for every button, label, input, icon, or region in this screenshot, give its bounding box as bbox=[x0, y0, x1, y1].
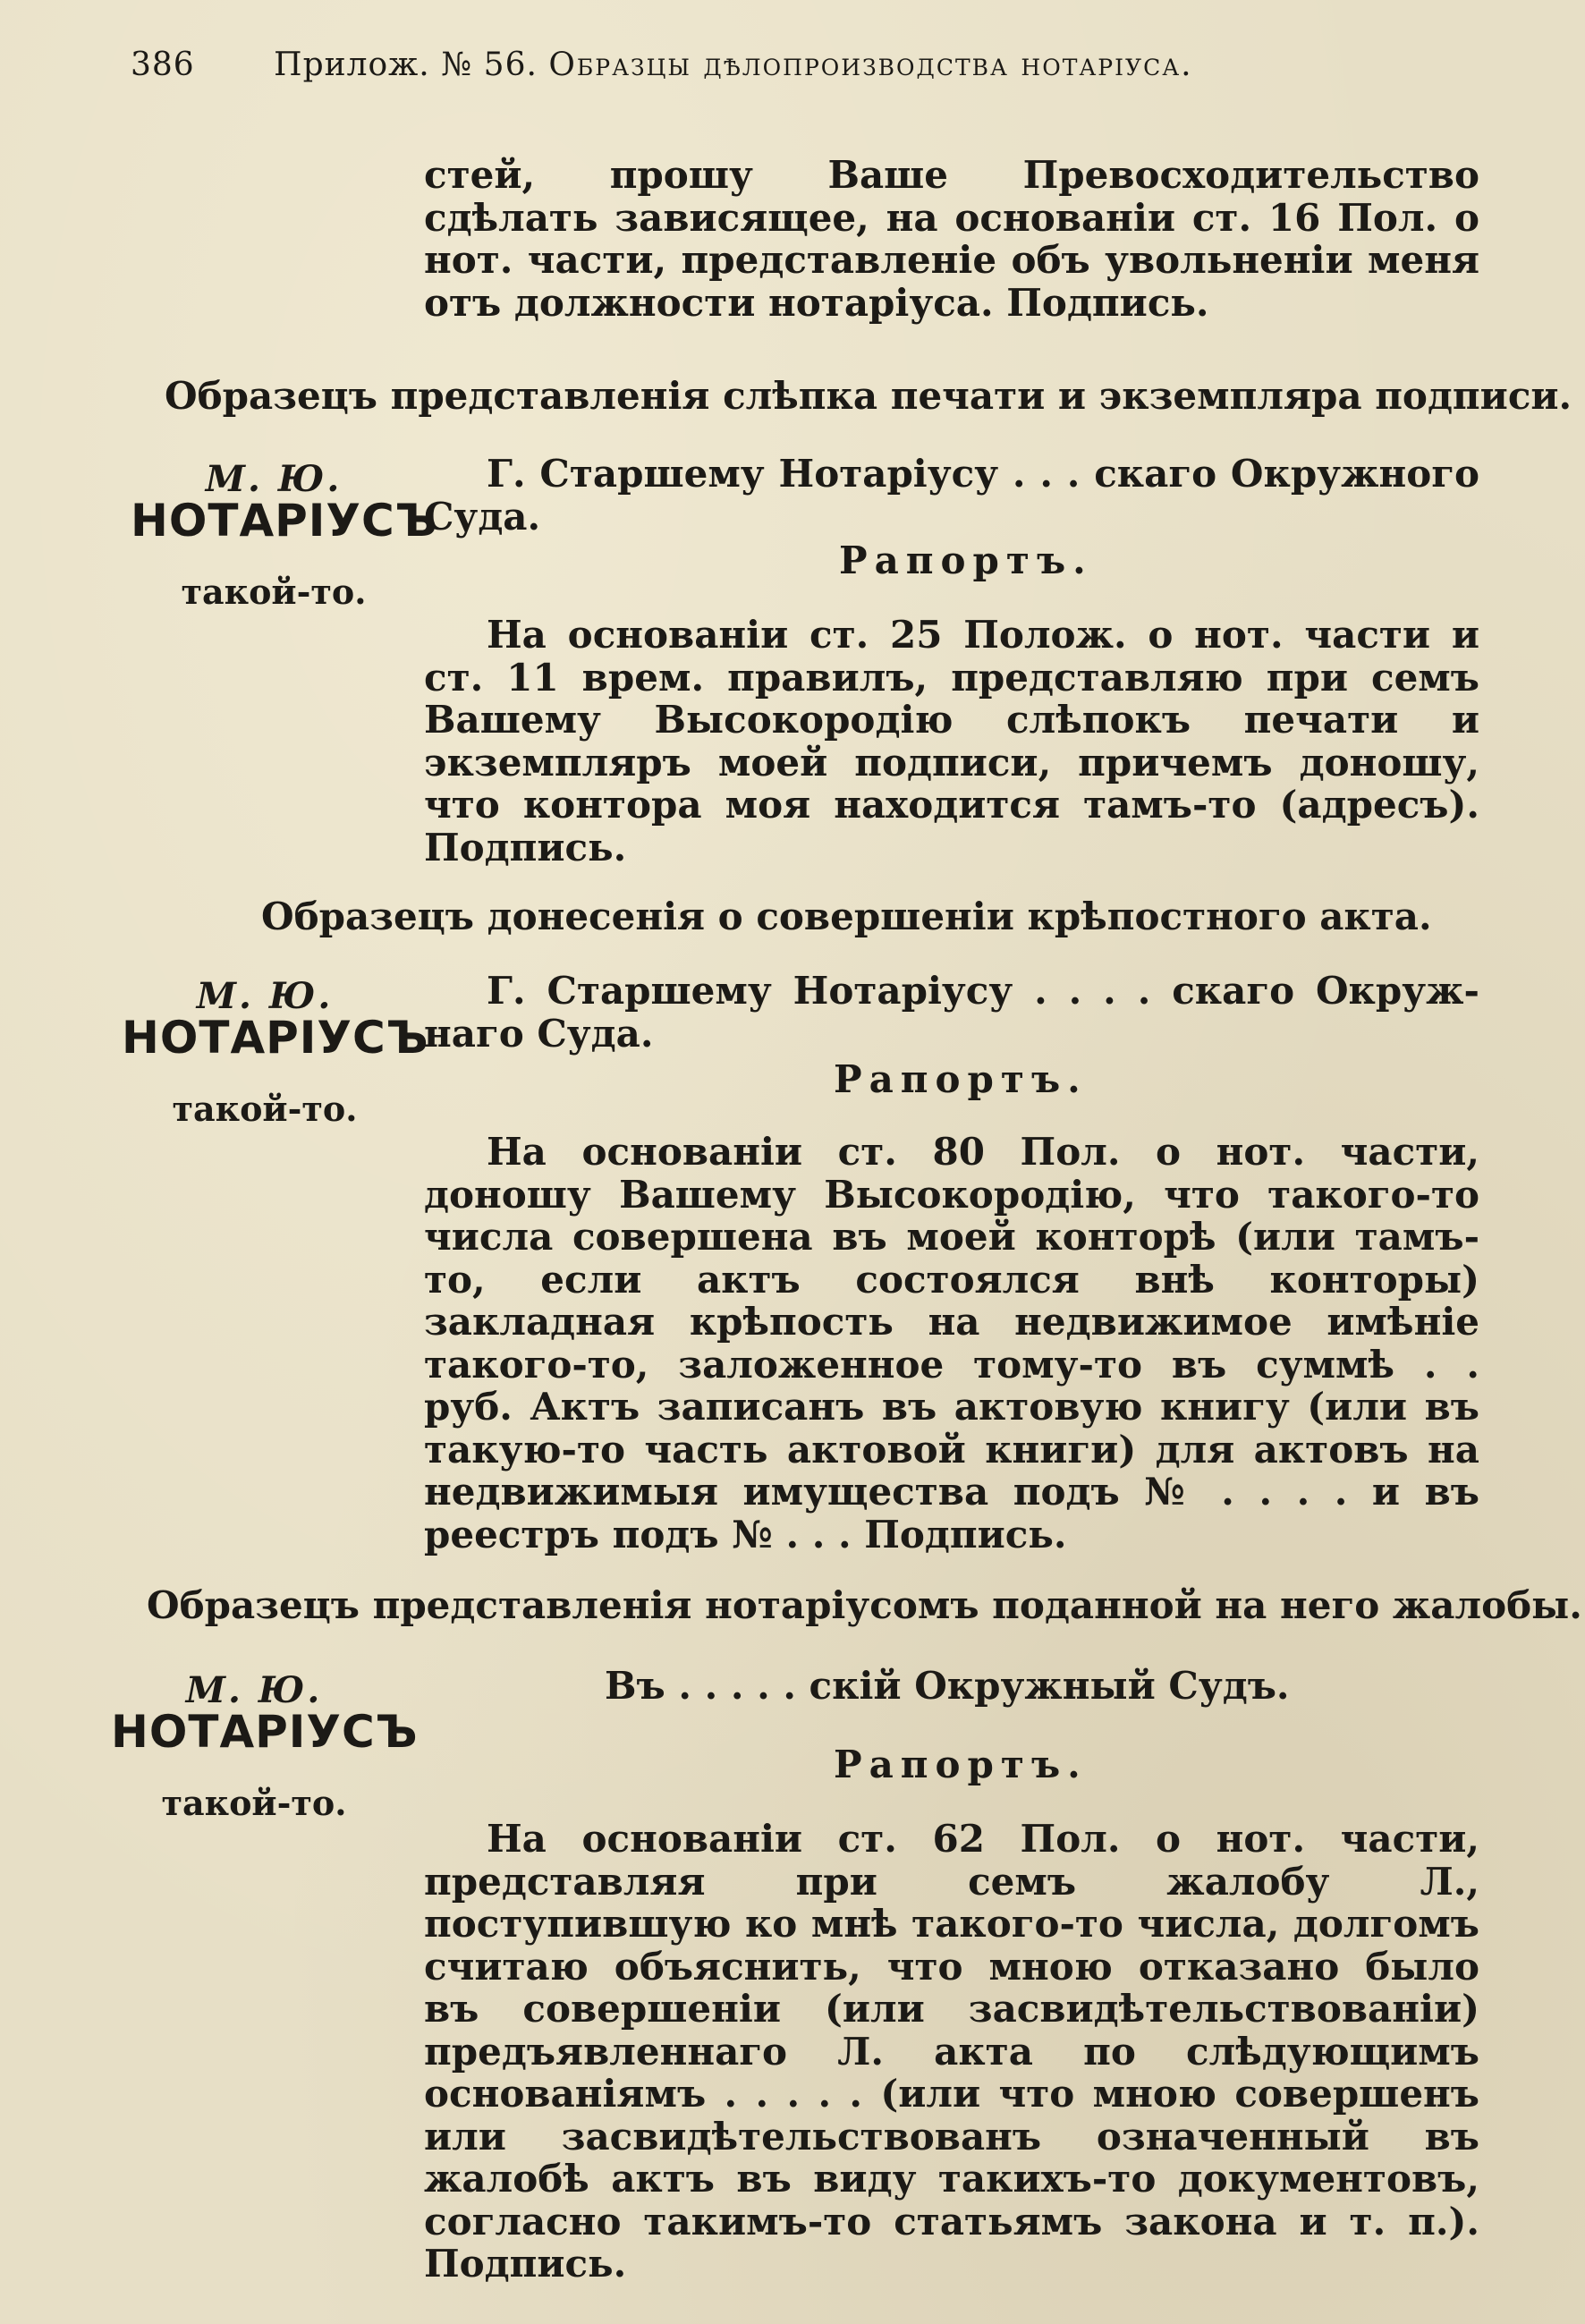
stamp-name: такой-то. bbox=[181, 572, 367, 612]
header-title: Образцы дѣлопроизводства нотаріуса. bbox=[548, 47, 1193, 83]
section-2-body bbox=[424, 1131, 1479, 1556]
salutation-line-2: Суда. bbox=[424, 494, 541, 539]
section-3-raport: Рапортъ. bbox=[834, 1743, 1088, 1786]
continuation-text: стей, прошу Ваше Превосходительство сдѣлать зависящее, на основаніи ст. 16 Пол. о нот. части, представленіе объ увольненіи меня отъ должности нотаріуса. Подпись. bbox=[424, 153, 1479, 325]
stamp-title: НОТАРІУСЪ bbox=[131, 495, 438, 547]
stamp-initials: М. Ю. bbox=[196, 975, 334, 1017]
section-2-heading: Образецъ донесенія о совершеніи крѣпостного акта. bbox=[261, 895, 1432, 938]
section-1-body-text: На основаніи ст. 25 Полож. о нот. части и ст. 11 врем. правилъ, представляю при семъ Вашему Высокородію слѣпокъ печати и экземпляръ моей подписи, причемъ доношу, что контора моя находится тамъ-то (адресъ). Подпись. bbox=[424, 613, 1479, 869]
stamp-initials: М. Ю. bbox=[205, 458, 343, 500]
salutation-line-1: Г. Старшему Нотаріусу . . . скаго Окружного bbox=[487, 452, 1479, 496]
running-header bbox=[131, 47, 1193, 83]
salutation-line-2: наго Суда. bbox=[424, 1011, 654, 1056]
stamp-name: такой-то. bbox=[172, 1089, 358, 1129]
section-1-salutation bbox=[424, 453, 1479, 538]
section-1-body bbox=[424, 614, 1479, 869]
section-1-stamp bbox=[131, 458, 438, 612]
section-2-raport: Рапортъ. bbox=[834, 1057, 1088, 1101]
section-2-stamp bbox=[122, 975, 429, 1129]
section-3-body-text: На основаніи ст. 62 Пол. о нот. части, представляя при семъ жалобу Л., поступившую ко мнѣ такого-то числа, долгомъ считаю объяснить, что мною отказано было въ совершеніи (или засвидѣтельствованіи) предъявленнаго Л. акта по слѣдующимъ основаніямъ . . . . . (или что мною совершенъ или засвидѣтельствованъ означенный въ жалобѣ актъ въ виду такихъ-то документовъ, согласно такимъ-то статьямъ закона и т. п.). Подпись. bbox=[424, 1817, 1479, 2286]
section-3-heading: Образецъ представленія нотаріусомъ поданной на него жалобы. bbox=[147, 1583, 1582, 1627]
section-3-body bbox=[424, 1818, 1479, 2286]
stamp-title: НОТАРІУСЪ bbox=[111, 1706, 419, 1758]
section-1-heading: Образецъ представленія слѣпка печати и экземпляра подписи. bbox=[165, 374, 1572, 418]
header-title-prefix: Прилож. № 56. bbox=[274, 47, 538, 83]
stamp-title: НОТАРІУСЪ bbox=[122, 1012, 429, 1064]
continuation-paragraph bbox=[424, 154, 1479, 324]
stamp-name: такой-то. bbox=[161, 1783, 347, 1823]
section-1-raport: Рапортъ. bbox=[839, 539, 1093, 582]
stamp-initials: М. Ю. bbox=[185, 1669, 323, 1711]
page-number: 386 bbox=[131, 47, 195, 83]
salutation-line-1: Г. Старшему Нотаріусу . . . . скаго Окруж- bbox=[487, 969, 1479, 1013]
section-2-salutation bbox=[424, 970, 1479, 1055]
section-3-stamp bbox=[111, 1669, 419, 1823]
section-3-salutation: Въ . . . . . скій Окружный Судъ. bbox=[605, 1664, 1290, 1708]
section-2-body-text: На основаніи ст. 80 Пол. о нот. части, доношу Вашему Высокородію, что такого-то числа совершена въ моей конторѣ (или тамъ-то, если актъ состоялся внѣ конторы) закладная крѣпость на недвижимое имѣніе такого-то, заложенное тому-то въ суммѣ . . руб. Актъ записанъ въ актовую книгу (или въ такую-то часть актовой книги) для актовъ на недвижимыя имущества подъ № . . . . и въ реестръ подъ № . . . Подпись. bbox=[424, 1130, 1479, 1556]
